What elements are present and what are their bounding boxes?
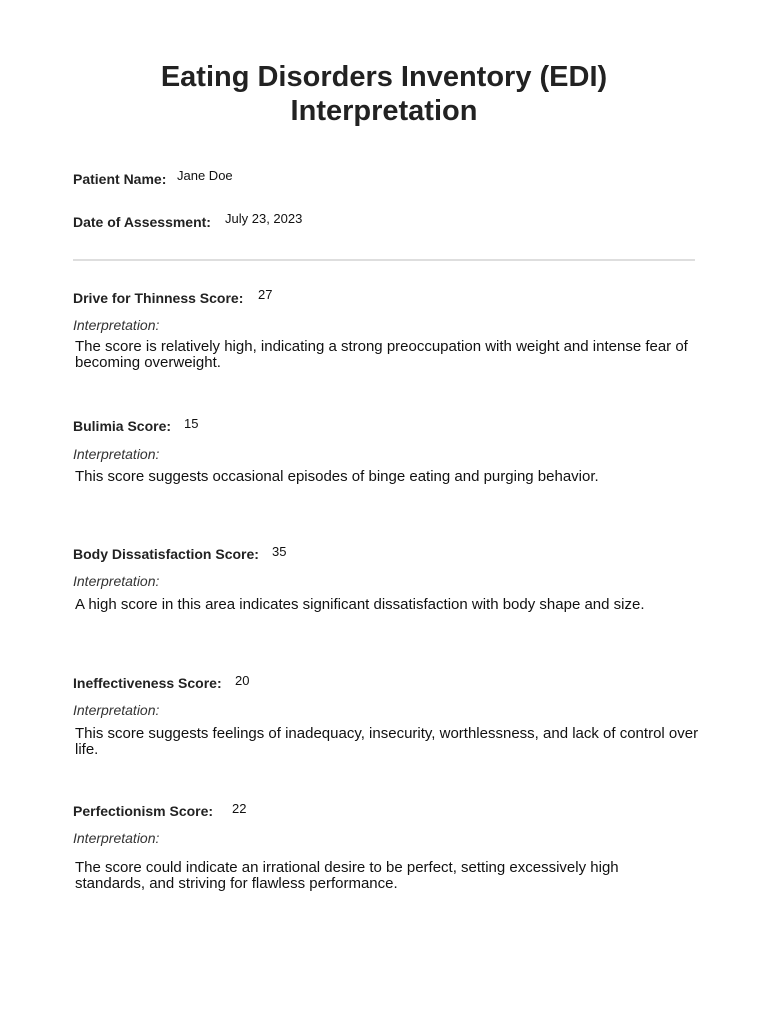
document-title-line-2: Interpretation [290, 95, 478, 127]
patient-name-value: Jane Doe [177, 168, 233, 183]
perfectionism-interpretation-label: Interpretation: [73, 830, 160, 846]
document-title-line-1: Eating Disorders Inventory (EDI) [160, 61, 608, 93]
body-dissatisfaction-interpretation-label: Interpretation: [73, 573, 160, 589]
section-divider [73, 259, 695, 261]
body-dissatisfaction-interpretation-text: A high score in this area indicates significant dissatisfaction with body shape and size. [75, 596, 645, 613]
ineffectiveness-interpretation-label: Interpretation: [73, 702, 160, 718]
body-dissatisfaction-score-label: Body Dissatisfaction Score: [73, 546, 259, 562]
bulimia-score-value: 15 [184, 416, 199, 431]
ineffectiveness-score-value: 20 [235, 673, 250, 688]
ineffectiveness-score-label: Ineffectiveness Score: [73, 675, 222, 691]
bulimia-interpretation-text: This score suggests occasional episodes of binge eating and purging behavior. [75, 468, 599, 485]
drive-for-thinness-interpretation-text: The score is relatively high, indicating a strong preoccupation with weight and intense fear of becoming overweight. [75, 338, 688, 371]
ineffectiveness-interpretation-text: This score suggests feelings of inadequacy, insecurity, worthlessness, and lack of control over life. [75, 725, 699, 758]
assessment-date-label: Date of Assessment: [73, 214, 211, 230]
drive-for-thinness-score-value: 27 [258, 287, 273, 302]
body-dissatisfaction-score-value: 35 [272, 544, 287, 559]
drive-for-thinness-interpretation-label: Interpretation: [73, 317, 160, 333]
bulimia-interpretation-label: Interpretation: [73, 446, 160, 462]
perfectionism-score-value: 22 [232, 801, 247, 816]
patient-name-label: Patient Name: [73, 171, 167, 187]
perfectionism-score-label: Perfectionism Score: [73, 803, 214, 819]
drive-for-thinness-score-label: Drive for Thinness Score: [73, 290, 244, 306]
assessment-date-value: July 23, 2023 [225, 211, 303, 226]
perfectionism-interpretation-text: The score could indicate an irrational desire to be perfect, setting excessively high standards, and striving for flawless performance. [75, 859, 619, 892]
document-title [0, 60, 768, 128]
bulimia-score-label: Bulimia Score: [73, 418, 172, 434]
